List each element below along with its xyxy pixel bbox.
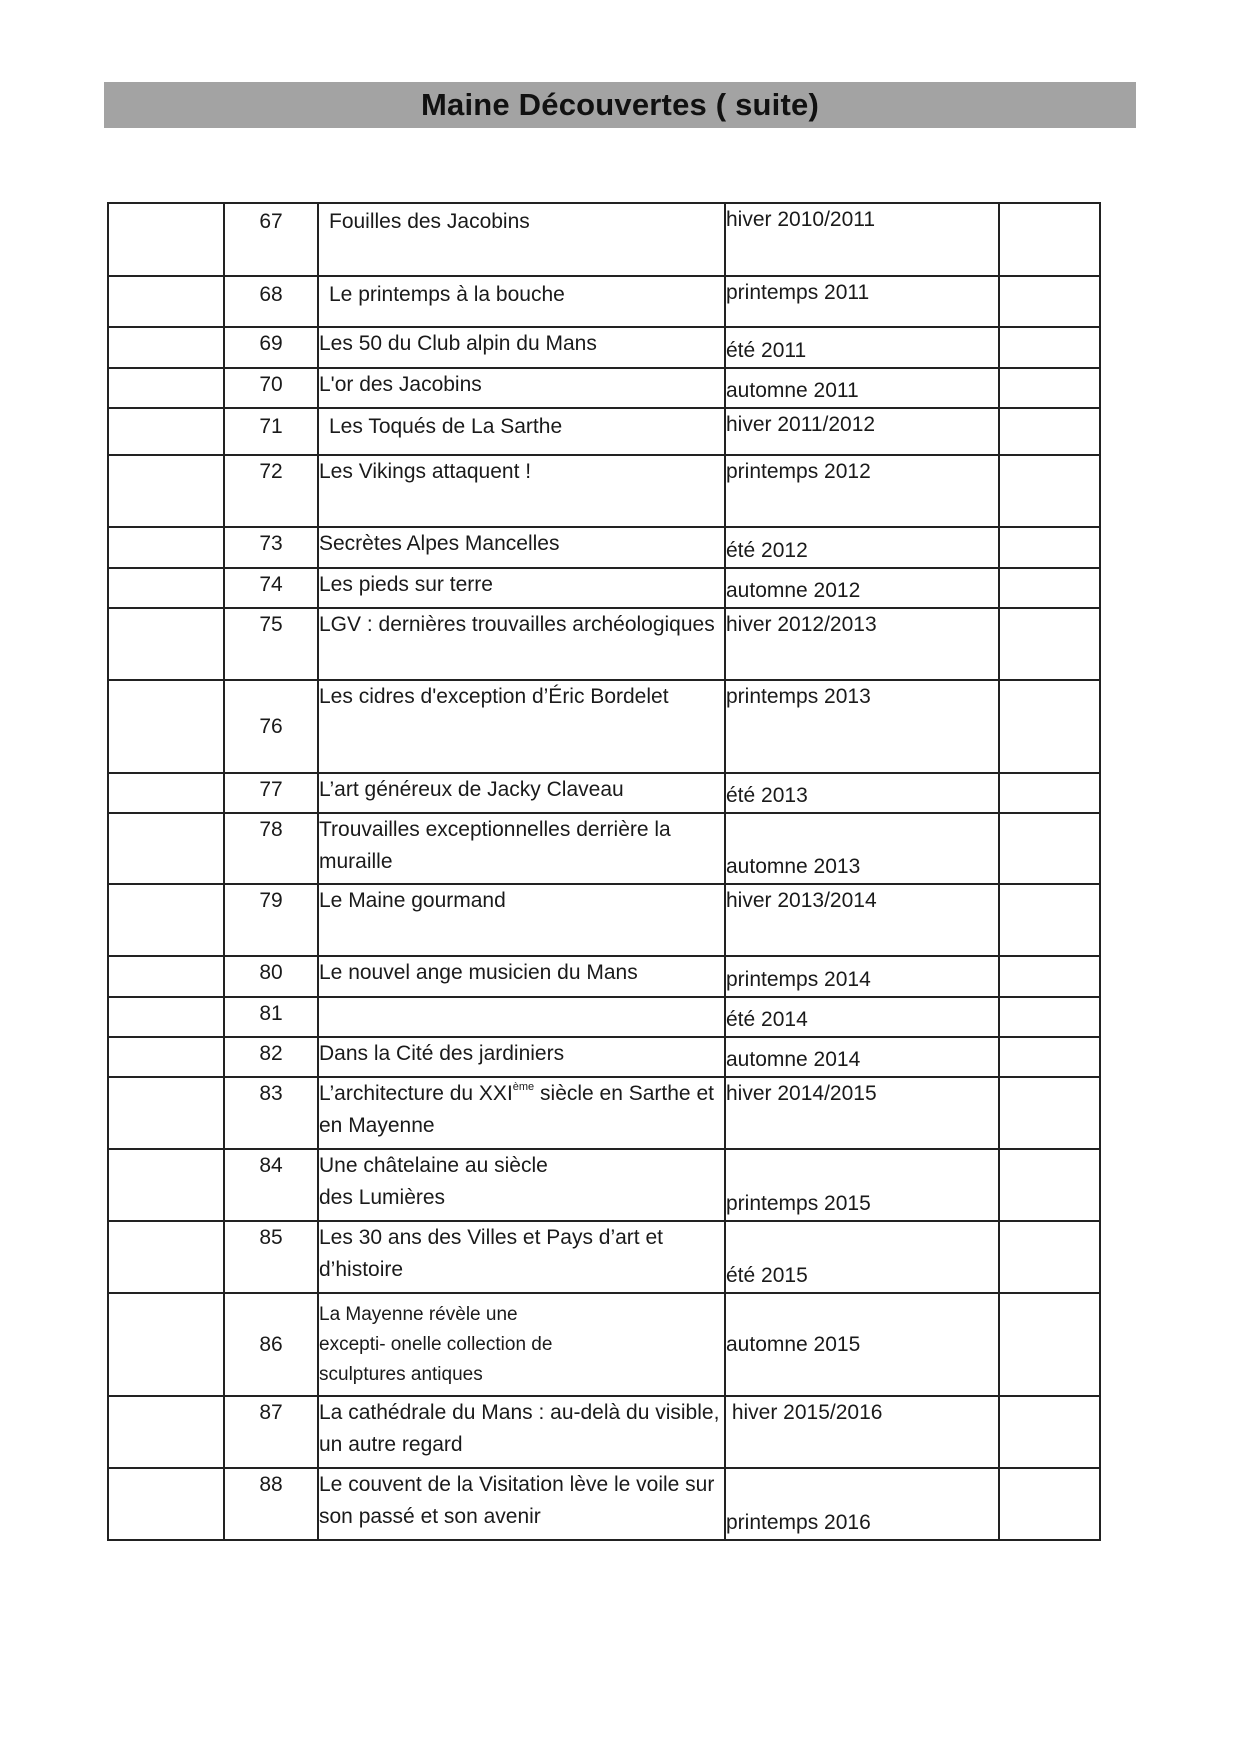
- issue-season: automne 2014: [725, 1037, 999, 1077]
- issue-season: printemps 2014: [725, 956, 999, 997]
- table-row: [108, 1077, 1100, 1149]
- table-row: [108, 956, 1100, 997]
- table-row: [108, 368, 1100, 408]
- issue-season: printemps 2016: [725, 1468, 999, 1540]
- blank-cell: [999, 956, 1100, 997]
- blank-cell: [108, 327, 224, 368]
- blank-cell: [999, 368, 1100, 408]
- issue-title: Le Maine gourmand: [318, 884, 725, 956]
- blank-cell: [108, 1221, 224, 1293]
- table-row: [108, 680, 1100, 773]
- issue-title: LGV : dernières trouvailles archéologiques: [318, 608, 725, 680]
- blank-cell: [108, 1468, 224, 1540]
- issue-number: 74: [224, 568, 318, 608]
- blank-cell: [108, 608, 224, 680]
- blank-cell: [108, 997, 224, 1037]
- blank-cell: [999, 1149, 1100, 1221]
- table-row: [108, 997, 1100, 1037]
- issue-season: automne 2013: [725, 813, 999, 884]
- blank-cell: [999, 997, 1100, 1037]
- issue-season: été 2012: [725, 527, 999, 568]
- table-row: [108, 608, 1100, 680]
- issue-title: [318, 1149, 725, 1221]
- table-row: [108, 527, 1100, 568]
- issue-season: hiver 2011/2012: [725, 408, 999, 455]
- issue-season: hiver 2014/2015: [725, 1077, 999, 1149]
- blank-cell: [108, 203, 224, 276]
- blank-cell: [999, 1468, 1100, 1540]
- issue-number: 86: [224, 1293, 318, 1396]
- blank-cell: [108, 884, 224, 956]
- issue-number: 77: [224, 773, 318, 813]
- issue-season: été 2015: [725, 1221, 999, 1293]
- table-row: [108, 884, 1100, 956]
- issue-number: 73: [224, 527, 318, 568]
- issue-season: automne 2011: [725, 368, 999, 408]
- issue-season: hiver 2013/2014: [725, 884, 999, 956]
- blank-cell: [108, 773, 224, 813]
- blank-cell: [999, 1293, 1100, 1396]
- blank-cell: [999, 813, 1100, 884]
- issue-number: 79: [224, 884, 318, 956]
- issue-title-line: sculptures antiques: [319, 1363, 483, 1385]
- table-row: [108, 1396, 1100, 1468]
- table-row: [108, 813, 1100, 884]
- page-title: Maine Découvertes ( suite): [421, 87, 819, 122]
- issue-title: Trouvailles exceptionnelles derrière la muraille: [318, 813, 725, 884]
- issue-title: [318, 1293, 725, 1396]
- issue-season: printemps 2015: [725, 1149, 999, 1221]
- issue-title: [318, 997, 725, 1037]
- blank-cell: [108, 956, 224, 997]
- issue-number: 80: [224, 956, 318, 997]
- blank-cell: [999, 1221, 1100, 1293]
- table-row: [108, 1293, 1100, 1396]
- blank-cell: [999, 1396, 1100, 1468]
- blank-cell: [108, 568, 224, 608]
- issue-title: Secrètes Alpes Mancelles: [318, 527, 725, 568]
- issues-table: [107, 202, 1101, 1541]
- issue-number: 70: [224, 368, 318, 408]
- blank-cell: [108, 1149, 224, 1221]
- issue-number: 72: [224, 455, 318, 527]
- issue-number: 67: [224, 203, 318, 276]
- issue-title: Dans la Cité des jardiniers: [318, 1037, 725, 1077]
- issue-number: 87: [224, 1396, 318, 1468]
- table-row: [108, 408, 1100, 455]
- table-row: [108, 276, 1100, 327]
- issue-number: 76: [224, 680, 318, 773]
- blank-cell: [108, 1037, 224, 1077]
- issue-title-part: siècle en Sarthe et en Mayenne: [319, 1082, 714, 1137]
- issue-title-line: excepti- onelle collection de: [319, 1333, 553, 1355]
- issue-title: Les Vikings attaquent !: [318, 455, 725, 527]
- blank-cell: [108, 1077, 224, 1149]
- table-row: [108, 568, 1100, 608]
- issue-season: automne 2012: [725, 568, 999, 608]
- issue-title-line: Une châtelaine au siècle: [319, 1154, 548, 1177]
- issue-season: été 2013: [725, 773, 999, 813]
- table-row: [108, 1468, 1100, 1540]
- blank-cell: [108, 276, 224, 327]
- blank-cell: [999, 568, 1100, 608]
- issue-title: Les 30 ans des Villes et Pays d’art et d’histoire: [318, 1221, 725, 1293]
- blank-cell: [999, 1037, 1100, 1077]
- issue-title: Le printemps à la bouche: [318, 276, 725, 327]
- blank-cell: [999, 408, 1100, 455]
- blank-cell: [108, 368, 224, 408]
- issue-season: été 2014: [725, 997, 999, 1037]
- issue-title: Les 50 du Club alpin du Mans: [318, 327, 725, 368]
- issue-title: L'or des Jacobins: [318, 368, 725, 408]
- issue-number: 68: [224, 276, 318, 327]
- table-row: [108, 1149, 1100, 1221]
- issue-number: 82: [224, 1037, 318, 1077]
- blank-cell: [108, 455, 224, 527]
- page-title-bar: [104, 82, 1136, 128]
- blank-cell: [999, 773, 1100, 813]
- blank-cell: [999, 203, 1100, 276]
- issue-title: [318, 1077, 725, 1149]
- issue-season: hiver 2012/2013: [725, 608, 999, 680]
- issue-number: 85: [224, 1221, 318, 1293]
- issue-season: printemps 2011: [725, 276, 999, 327]
- blank-cell: [108, 1396, 224, 1468]
- table-row: [108, 203, 1100, 276]
- blank-cell: [108, 680, 224, 773]
- issue-number: 78: [224, 813, 318, 884]
- issue-title: Le couvent de la Visitation lève le voile sur son passé et son avenir: [318, 1468, 725, 1540]
- table-row: [108, 1037, 1100, 1077]
- issue-title: Le nouvel ange musicien du Mans: [318, 956, 725, 997]
- blank-cell: [999, 327, 1100, 368]
- issue-number: 69: [224, 327, 318, 368]
- blank-cell: [999, 608, 1100, 680]
- table-row: [108, 1221, 1100, 1293]
- table-row: [108, 455, 1100, 527]
- issue-number: 81: [224, 997, 318, 1037]
- issue-title-part: L’architecture du XXI: [319, 1082, 513, 1105]
- blank-cell: [108, 408, 224, 455]
- issue-season: automne 2015: [725, 1293, 999, 1396]
- blank-cell: [108, 527, 224, 568]
- table-row: [108, 327, 1100, 368]
- issue-season: printemps 2012: [725, 455, 999, 527]
- blank-cell: [999, 680, 1100, 773]
- blank-cell: [999, 276, 1100, 327]
- issue-title: Les Toqués de La Sarthe: [318, 408, 725, 455]
- issue-title-superscript: ème: [512, 1081, 535, 1093]
- blank-cell: [108, 1293, 224, 1396]
- blank-cell: [999, 1077, 1100, 1149]
- issue-season: printemps 2013: [725, 680, 999, 773]
- blank-cell: [108, 813, 224, 884]
- issue-number: 84: [224, 1149, 318, 1221]
- issue-title-line: des Lumières: [319, 1186, 446, 1209]
- issue-number: 75: [224, 608, 318, 680]
- issue-title: L’art généreux de Jacky Claveau: [318, 773, 725, 813]
- blank-cell: [999, 527, 1100, 568]
- blank-cell: [999, 455, 1100, 527]
- issue-title: Fouilles des Jacobins: [318, 203, 725, 276]
- issue-number: 88: [224, 1468, 318, 1540]
- blank-cell: [999, 884, 1100, 956]
- table-row: [108, 773, 1100, 813]
- issue-title-line: La Mayenne révèle une: [319, 1303, 518, 1325]
- issue-title: La cathédrale du Mans : au-delà du visible, un autre regard: [318, 1396, 725, 1468]
- issue-number: 83: [224, 1077, 318, 1149]
- issue-title: Les pieds sur terre: [318, 568, 725, 608]
- issue-season: hiver 2010/2011: [725, 203, 999, 276]
- issue-season: hiver 2015/2016: [725, 1396, 999, 1468]
- issue-season: été 2011: [725, 327, 999, 368]
- issue-title: Les cidres d'exception d’Éric Bordelet: [318, 680, 725, 773]
- issue-number: 71: [224, 408, 318, 455]
